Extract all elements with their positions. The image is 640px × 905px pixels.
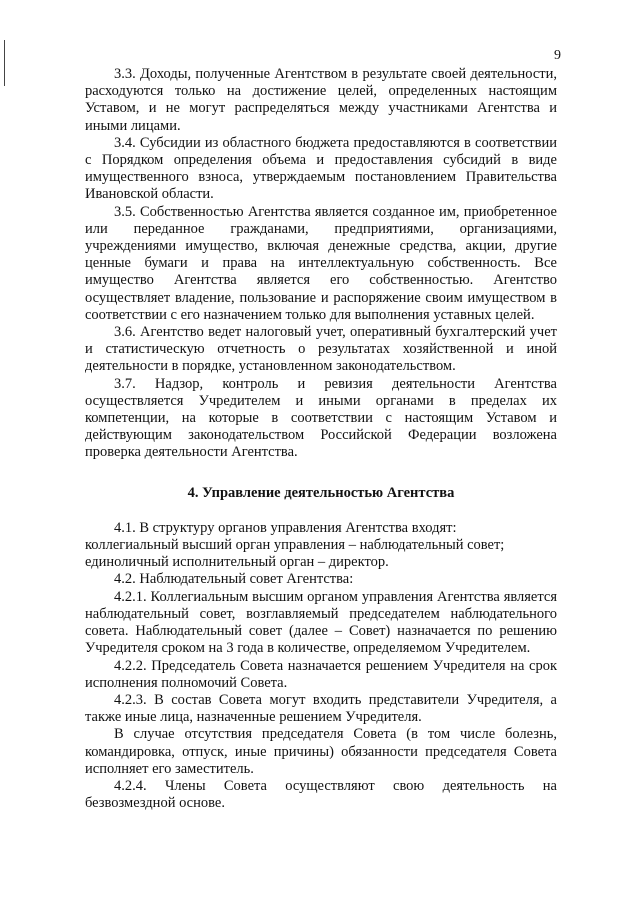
list-item: коллегиальный высший орган управления – наблюдательный совет; [85,537,505,554]
paragraph-deputy: В случае отсутствия председателя Совета (в том числе болезнь, командировка, отпуск, иные причины) обязанности председателя Совета исполняет его заместитель. [85,726,557,777]
list-item: единоличный исполнительный орган – директор. [85,554,389,571]
paragraph-4-2-3: 4.2.3. В состав Совета могут входить представители Учредителя, а также иные лица, назначенные решением Учредителя. [85,691,557,726]
paragraph-4-2-2: 4.2.2. Председатель Совета назначается решением Учредителя на срок исполнения полномочий Совета. [85,657,557,691]
paragraph-3-4: 3.4. Субсидии из областного бюджета предоставляются в соответствии с Порядком определения объема и предоставления субсидий в виде имущественного взноса, утверждаемым постановлением Правительства Ивановской области. [85,134,557,203]
paragraph-4-2-4: 4.2.4. Члены Совета осуществляют свою деятельность на безвозмездной основе. [85,777,557,812]
scan-edge-mark [4,40,5,86]
document-body [85,66,557,812]
paragraph-4-2-1: 4.2.1. Коллегиальным высшим органом управления Агентства является наблюдательный совет, возглавляемый председателем наблюдательного совета. Наблюдательный совет (далее – Совет) назначается по решению Учредителя сроком на 3 года в количестве, определяемом Учредителем. [85,588,557,657]
paragraph-4-1: 4.1. В структуру органов управления Агентства входят: [114,519,457,536]
paragraph-4-2: 4.2. Наблюдательный совет Агентства: [114,571,354,588]
paragraph-3-3: 3.3. Доходы, полученные Агентством в результате своей деятельности, расходуются только на достижение целей, определенных настоящим Уставом, и не могут распределяться между участниками Агентства и иными лицами. [85,66,557,134]
section-heading: 4. Управление деятельностью Агентства [187,484,455,501]
paragraph-3-7: 3.7. Надзор, контроль и ревизия деятельности Агентства осуществляется Учредителем и иными органами в пределах их компетенции, на которые в соответствии с настоящим Уставом и действующим законодательством Российской Федерации возложена проверка деятельности Агентства. [85,375,557,461]
page-number: 9 [554,48,561,63]
paragraph-3-6: 3.6. Агентство ведет налоговый учет, оперативный бухгалтерский учет и статистическую отчетность о результатах хозяйственной и иной деятельности в порядке, установленном законодательством. [85,324,557,375]
paragraph-3-5: 3.5. Собственностью Агентства является созданное им, приобретенное или переданное гражданами, предприятиями, организациями, учреждениями имущество, включая денежные средства, акции, другие ценные бумаги и права на интеллектуальную собственность. Все имущество Агентства является его собственностью. Агентство осуществляет владение, пользование и распоряжение своим имуществом в соответствии с его назначением только для выполнения уставных целей. [85,203,557,323]
